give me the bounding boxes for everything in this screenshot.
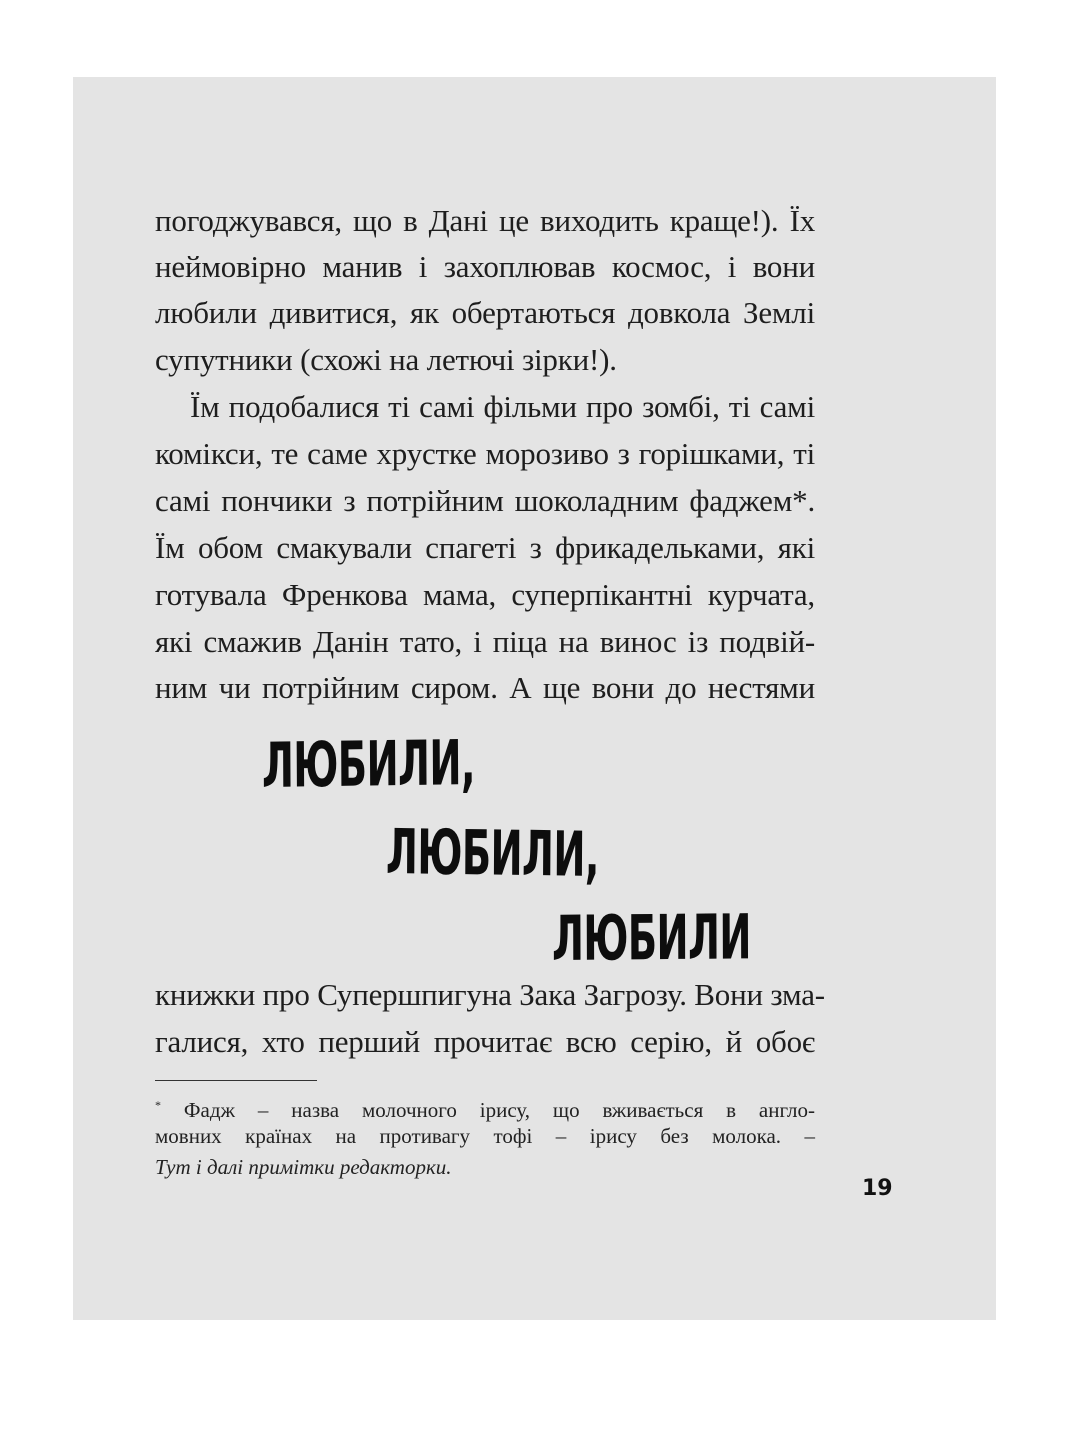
footnote-line: * Фадж – назва молочного ірису, що вживається в англо-: [155, 1098, 816, 1122]
text-line: комікси, те саме хрустке морозиво з горішками, ті: [155, 436, 815, 471]
page-number: 19: [862, 1176, 893, 1201]
footnote-line: Тут і далі примітки редакторки.: [155, 1155, 452, 1179]
footnote-rule: [155, 1080, 317, 1081]
text-line: самі пончики з потрійним шоколадним фаджем*.: [155, 483, 815, 518]
text-line: любили дивитися, як обертаються довкола Землі: [155, 295, 815, 330]
text-line: погоджувався, що в Дані це виходить краще!). Їх: [155, 203, 815, 238]
shout-word-3: ЛЮБИЛИ: [551, 900, 752, 975]
text-line: галися, хто перший прочитає всю серію, й обоє: [155, 1024, 815, 1059]
text-line: готувала Френкова мама, суперпікантні курчата,: [155, 577, 815, 612]
text-line: які смажив Данін тато, і піца на винос із подвій-: [155, 624, 815, 659]
shout-word-2: ЛЮБИЛИ,: [385, 815, 600, 891]
footnote-marker: *: [155, 1098, 161, 1112]
text-line: Їм обом смакували спагеті з фрикадельками, які: [155, 530, 815, 565]
text-line: ним чи потрійним сиром. А ще вони до нестями: [155, 670, 815, 705]
text-line: книжки про Супершпигуна Зака Загрозу. Вони зма-: [155, 977, 825, 1012]
text-line: неймовірно манив і захоплював космос, і вони: [155, 249, 815, 284]
shout-word-1: ЛЮБИЛИ,: [261, 726, 476, 802]
footnote-line: мовних країнах на противагу тофі – ірису без молока. –: [155, 1124, 815, 1148]
text-line: Їм подобалися ті самі фільми про зомбі, ті самі: [190, 389, 815, 424]
text-line: супутники (схожі на летючі зірки!).: [155, 342, 617, 377]
